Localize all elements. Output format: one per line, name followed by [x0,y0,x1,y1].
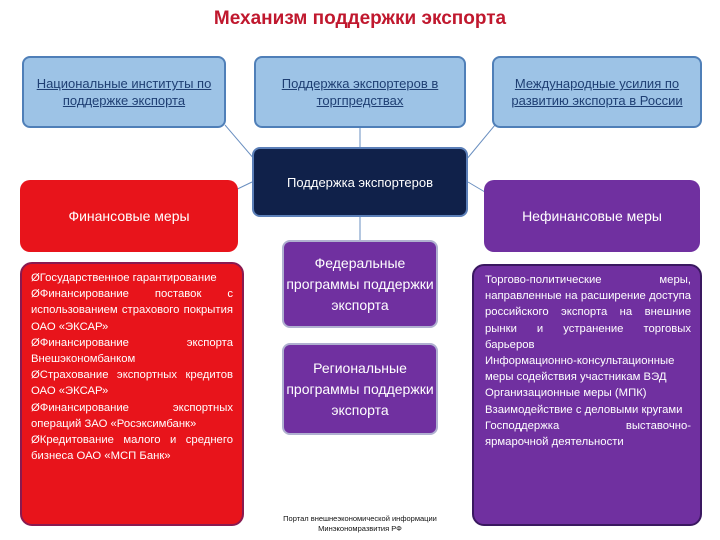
trade-missions-box [254,56,466,128]
national-institutes-box [22,56,226,128]
nonfinancial-measures-box [484,180,700,252]
exporter-support-box [252,147,468,217]
list-item: ØКредитование малого и среднего бизнеса ОАО «МСП Банк» [31,434,233,463]
trade-missions-label: Поддержка экспортеров в торгпредствах [281,76,439,108]
list-item: Информационно-консультационные меры содействия участникам ВЭД [485,355,675,384]
nonfinancial-measures-label: Нефинансовые меры [522,208,662,224]
list-item: ØФинансирование экспорта Внешэкономбанком [31,336,233,366]
page-title: Механизм поддержки экспорта [213,8,507,29]
list-item: ØФинансирование поставок с использованием страхового покрытия ОАО «ЭКСАР» [31,288,233,333]
financial-measures-list [20,262,244,526]
federal-programs-box [282,240,438,328]
list-item: ØГосударственное гарантирование [31,272,217,284]
exporter-support-label: Поддержка экспортеров [286,174,433,190]
source-footer: Портал внешнеэкономической информации Минэкономразвития РФ [283,514,437,533]
list-item: ØФинансирование экспортных операций ЗАО «Росэксимбанк» [31,401,233,430]
list-item: Взаимодействие с деловыми кругами [485,403,683,416]
list-item: ØСтрахование экспортных кредитов ОАО «ЭКСАР» [31,369,233,398]
list-item: Господдержка выставочно-ярмарочной деятельности [485,419,691,449]
connector-line-national [225,125,255,160]
federal-programs-label: Федеральные программы поддержки экспорта [286,254,434,313]
regional-programs-box [282,343,438,435]
international-efforts-box [492,56,702,128]
international-efforts-label: Международные усилия по развитию экспорта в России [511,76,683,108]
list-item: Торгово-политические меры, направленные на расширение доступа российского экспорта на внешние рынки и устранение торговых барьеров [485,274,691,351]
regional-programs-label: Региональные программы поддержки экспорта [286,359,434,418]
financial-measures-label: Финансовые меры [68,208,190,224]
financial-measures-box [20,180,238,252]
nonfinancial-measures-list [472,264,702,526]
national-institutes-label: Национальные институты по поддержке экспорта [36,76,212,108]
list-item: Организационные меры (МПК) [485,387,647,400]
connector-line-international [466,125,495,160]
